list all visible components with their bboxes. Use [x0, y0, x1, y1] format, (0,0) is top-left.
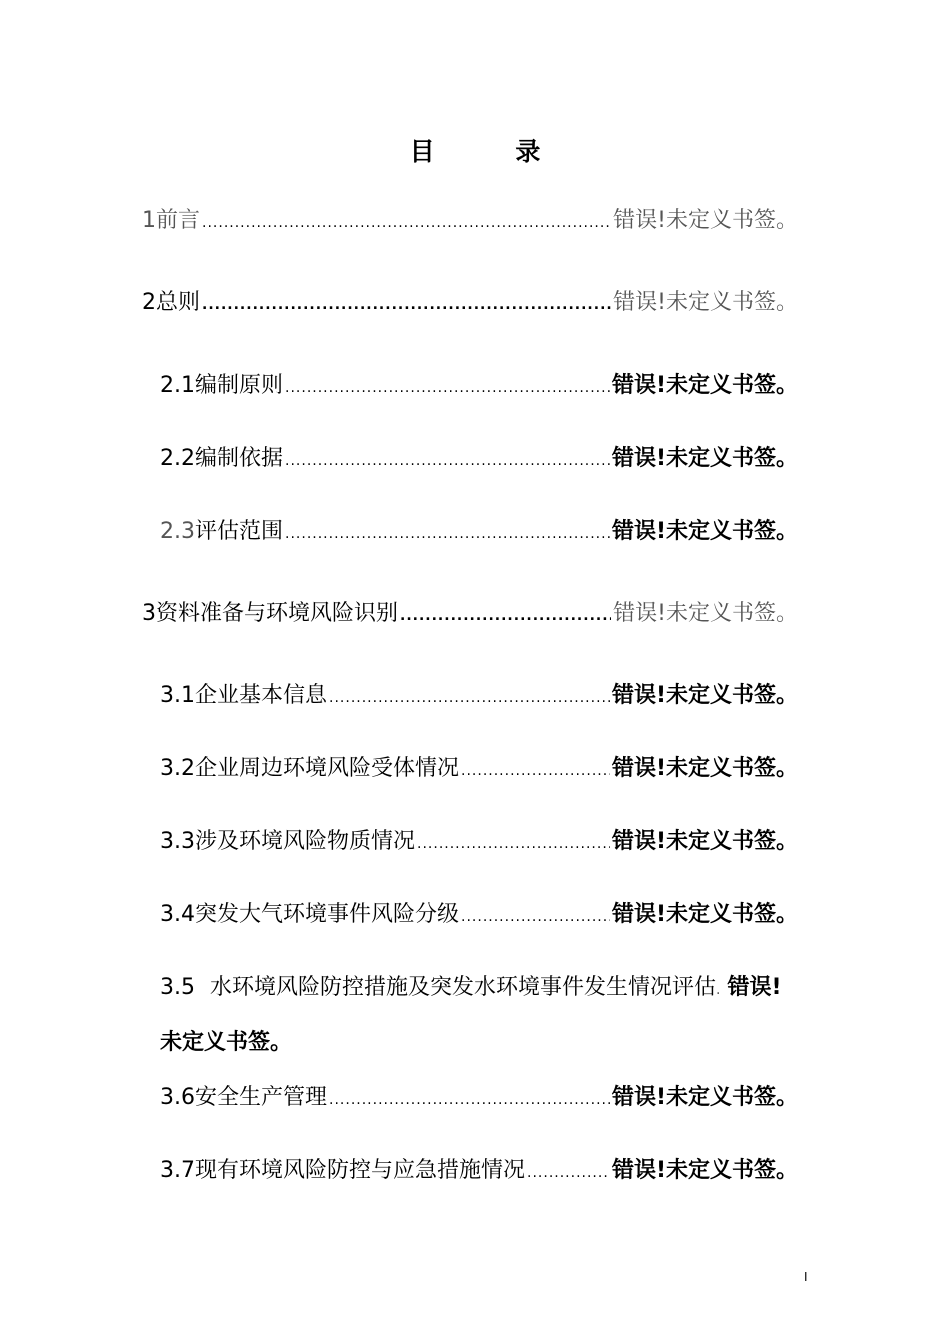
- toc-entry-3[interactable]: [142, 596, 798, 630]
- toc-dot-leader: [461, 909, 610, 925]
- toc-entry-number: 2: [142, 290, 156, 315]
- toc-dot-leader: .: [716, 982, 721, 998]
- toc-entry-number: 2.1: [160, 373, 195, 398]
- toc-entry-page: 错误!未定义书签。: [611, 756, 798, 781]
- toc-entry-label: 总则: [156, 290, 201, 315]
- toc-entry-page: 错误!未定义书签。: [611, 373, 798, 398]
- toc-entry-number: 3.6: [160, 1085, 195, 1110]
- toc-entry-number: 3.2: [160, 756, 195, 781]
- toc-entry-2-1[interactable]: [160, 368, 798, 402]
- toc-entry-2-2[interactable]: [160, 441, 798, 475]
- toc-entry-3-3[interactable]: [160, 824, 798, 858]
- toc-entry-1[interactable]: [142, 203, 798, 237]
- toc-entry-3-4[interactable]: [160, 897, 798, 931]
- toc-entry-page: 错误!未定义书签。: [611, 902, 798, 927]
- toc-entry-number: 3.3: [160, 829, 195, 854]
- toc-entry-label: 水环境风险防控措施及突发水环境事件发生情况评估: [210, 975, 717, 1000]
- toc-entry-page: 错误!未定义书签。: [613, 290, 798, 315]
- toc-entry-page: 错误!未定义书签。: [611, 1158, 798, 1183]
- toc-entry-label: 资料准备与环境风险识别: [156, 601, 399, 626]
- toc-entry-page: 错误!未定义书签。: [613, 601, 798, 626]
- toc-dot-leader: [400, 608, 611, 624]
- toc-entry-page: 错误!未定义书签。: [611, 1085, 798, 1110]
- toc-entry-label: 突发大气环境事件风险分级: [195, 902, 460, 927]
- toc-entry-2-3[interactable]: [160, 514, 798, 548]
- toc-entry-page: 错误!未定义书签。: [611, 683, 798, 708]
- toc-dot-leader: [285, 526, 610, 542]
- toc-entry-label: 企业周边环境风险受体情况: [195, 756, 460, 781]
- toc-entry-page: 错误!未定义书签。: [611, 829, 798, 854]
- toc-entry-3-5-page-continued: 未定义书签。: [160, 1030, 293, 1055]
- toc-entry-2[interactable]: [142, 285, 798, 319]
- toc-entry-label: 现有环境风险防控与应急措施情况: [195, 1158, 526, 1183]
- toc-entry-3-7[interactable]: [160, 1153, 798, 1187]
- toc-dot-leader: [202, 297, 611, 313]
- toc-entry-label: 涉及环境风险物质情况: [195, 829, 416, 854]
- toc-entry-number: 2.3: [160, 519, 195, 544]
- toc-dot-leader: [202, 215, 611, 231]
- toc-dot-leader: [285, 453, 610, 469]
- toc-dot-leader: [527, 1165, 610, 1181]
- toc-entry-label: 评估范围: [195, 519, 284, 544]
- toc-dot-leader: [285, 380, 610, 396]
- toc-entry-number: 3.4: [160, 902, 195, 927]
- toc-entry-number: 3.1: [160, 683, 195, 708]
- toc-entry-page: 错误!未定义书签。: [613, 208, 798, 233]
- toc-dot-leader: [417, 836, 610, 852]
- toc-entry-number: 3.7: [160, 1158, 195, 1183]
- toc-entry-page: 错误!未定义书签。: [611, 519, 798, 544]
- toc-title: 目 录: [409, 137, 577, 166]
- toc-entry-number: 1: [142, 208, 156, 233]
- toc-entry-number: 3.5: [160, 975, 195, 1000]
- page-number: I: [804, 1270, 808, 1284]
- toc-entry-label: 前言: [156, 208, 201, 233]
- toc-dot-leader: [461, 763, 610, 779]
- toc-entry-3-2[interactable]: [160, 751, 798, 785]
- toc-entry-label: 编制原则: [195, 373, 284, 398]
- toc-entry-page: 错误!未定义书签。: [611, 446, 798, 471]
- toc-entry-3-6[interactable]: [160, 1080, 798, 1114]
- toc-dot-leader: [329, 1092, 610, 1108]
- toc-entry-3-5[interactable]: [160, 970, 820, 1001]
- toc-entry-label: 安全生产管理: [195, 1085, 328, 1110]
- toc-entry-label: 编制依据: [195, 446, 284, 471]
- toc-entry-number: 2.2: [160, 446, 195, 471]
- toc-entry-3-1[interactable]: [160, 678, 798, 712]
- toc-dot-leader: [329, 690, 610, 706]
- toc-entry-number: 3: [142, 601, 156, 626]
- toc-entry-label: 企业基本信息: [195, 683, 328, 708]
- toc-entry-page: 错误!: [727, 975, 782, 1000]
